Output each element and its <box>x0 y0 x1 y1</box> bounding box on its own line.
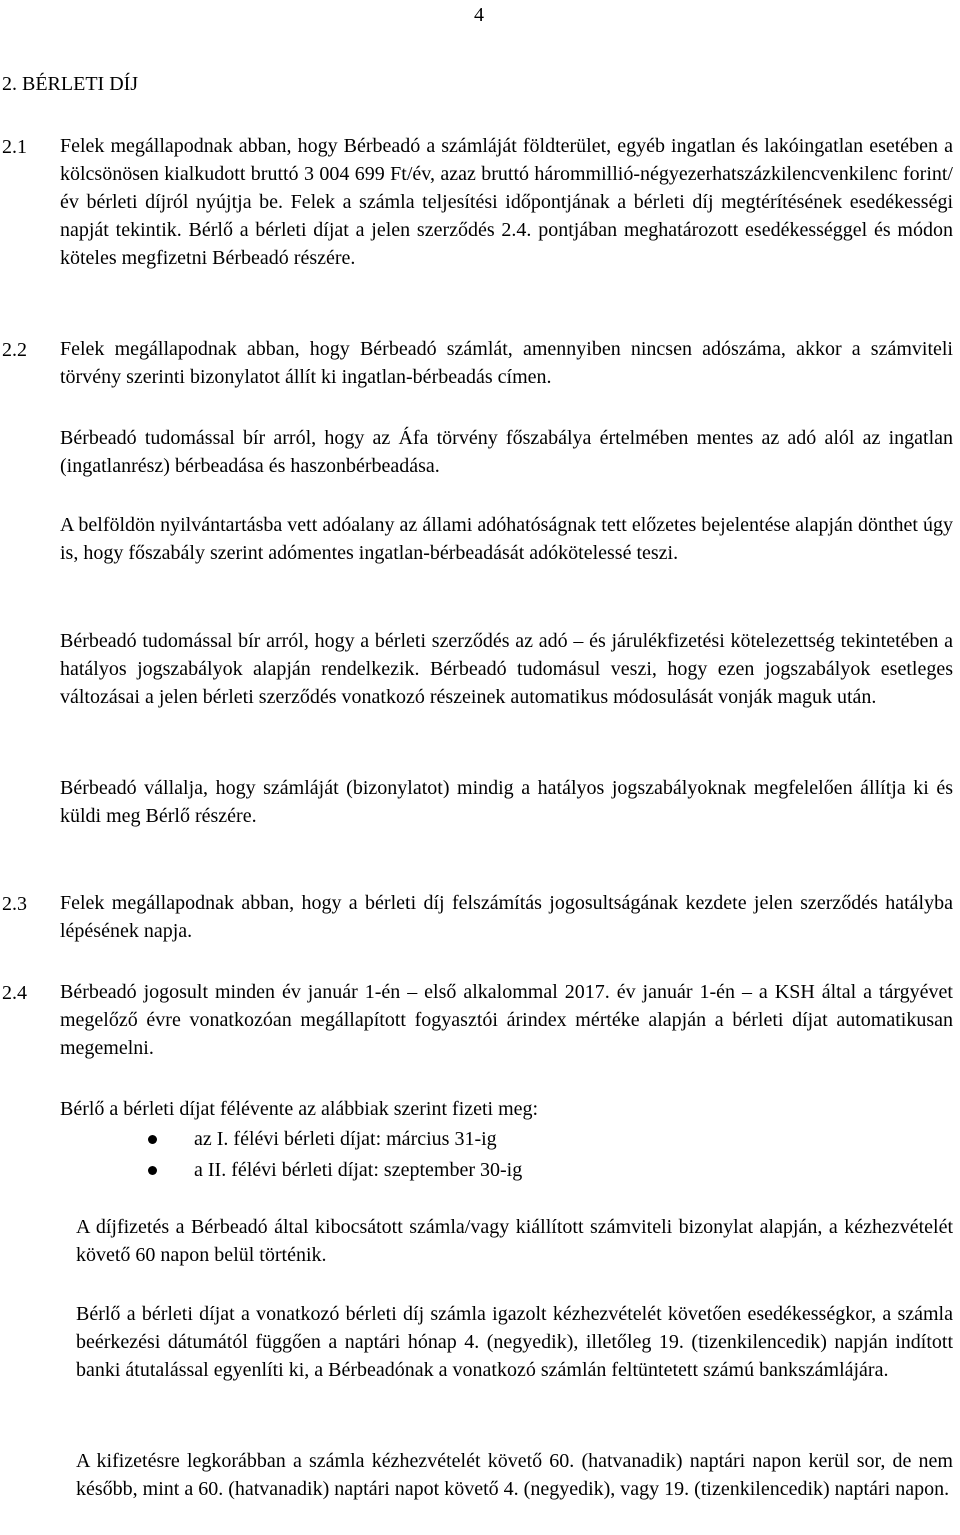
section-2-4-number: 2.4 <box>2 982 27 1004</box>
bullet-icon <box>148 1166 157 1175</box>
section-2-3-text: Felek megállapodnak abban, hogy a bérleti díj felszámítás jogosultságának kezdete jelen szerződés hatályba lépésének napja. <box>60 892 953 942</box>
section-2-2-paragraph-3: A belföldön nyilvántartásba vett adóalany az állami adóhatóságnak tett előzetes bejelentése alapján dönthet úgy is, hogy főszabály szerint adómentes ingatlan-bérbeadását adókötelessé teszi. <box>60 514 953 564</box>
section-2-3-number: 2.3 <box>2 893 27 915</box>
section-2-4-paragraph-3: A díjfizetés a Bérbeadó által kibocsátott számla/vagy kiállított számviteli bizonylat alapján, a kézhezvételét követő 60 napon belül történik. <box>76 1216 953 1266</box>
section-2-2-paragraph-4: Bérbeadó tudomással bír arról, hogy a bérleti szerződés az adó – és járulékfizetési kötelezettség tekintetében a hatályos jogszabályok alapján rendelkezik. Bérbeadó tudomásul veszi, hogy ezen jogszabályok esetleges változásai a jelen bérleti szerződés vonatkozó részeinek automatikus módosulását vonják maguk után. <box>60 630 953 708</box>
section-2-4-text: Bérbeadó jogosult minden év január 1-én – első alkalommal 2017. év január 1-én – a KSH által a tárgyévet megelőző évre vonatkozóan megállapított fogyasztói árindex mértéke alapján a bérleti díjat automatikusan megemelni. <box>60 981 953 1059</box>
section-2-2-text: Felek megállapodnak abban, hogy Bérbeadó számlát, amennyiben nincsen adószáma, akkor a számviteli törvény szerinti bizonylatot állít ki ingatlan-bérbeadás címen. <box>60 338 953 388</box>
section-2-4-paragraph-4: Bérlő a bérleti díjat a vonatkozó bérleti díj számla igazolt kézhezvételét követően esedékességkor, a számla beérkezési dátumától függően a naptári hónap 4. (negyedik), illetőleg 19. (tizenkilencedik) napján indított banki átutalással egyenlíti ki, a Bérbeadónak a vonatkozó számlán feltüntetett számú bankszámlájára. <box>76 1303 953 1381</box>
list-item-text: a II. félévi bérleti díjat: szeptember 30-ig <box>194 1159 523 1181</box>
list-item <box>148 1124 522 1155</box>
bullet-icon <box>148 1135 157 1144</box>
section-2-2-paragraph-2: Bérbeadó tudomással bír arról, hogy az Áfa törvény főszabálya értelmében mentes az adó alól az ingatlan (ingatlanrész) bérbeadása és haszonbérbeadása. <box>60 427 953 477</box>
section-2-4-intro: Bérlő a bérleti díjat félévente az alábbiak szerint fizeti meg: <box>60 1098 539 1120</box>
section-2-2-number: 2.2 <box>2 339 27 361</box>
section-2-1-text: Felek megállapodnak abban, hogy Bérbeadó a számláját földterület, egyéb ingatlan és lakóingatlan esetében a kölcsönösen kialkudott bruttó 3 004 699 Ft/év, azaz bruttó hárommillió-négyezerhatszázkilencvenkilenc forint/év bérleti díjról nyújtja be. Felek a számla teljesítési időpontjának a bérleti díj megtérítésének esedékességi napját tekintik. Bérlő a bérleti díjat a jelen szerződés 2.4. pontjában meghatározott esedékességgel és módon köteles megfizetni Bérbeadó részére. <box>60 135 953 269</box>
payment-schedule-list <box>148 1124 522 1186</box>
list-item-text: az I. félévi bérleti díjat: március 31-ig <box>194 1128 497 1150</box>
section-2-1-number: 2.1 <box>2 136 27 158</box>
list-item <box>148 1155 522 1186</box>
page-number: 4 <box>474 4 484 26</box>
section-2-4-paragraph-5: A kifizetésre legkorábban a számla kézhezvételét követő 60. (hatvanadik) naptári napon kerül sor, de nem később, mint a 60. (hatvanadik) naptári napot követő 4. (negyedik), vagy 19. (tizenkilencedik) naptári napon. <box>76 1450 953 1500</box>
section-title: 2. BÉRLETI DÍJ <box>2 73 139 95</box>
section-2-2-paragraph-5: Bérbeadó vállalja, hogy számláját (bizonylatot) mindig a hatályos jogszabályoknak megfelelően állítja ki és küldi meg Bérlő részére. <box>60 777 953 827</box>
